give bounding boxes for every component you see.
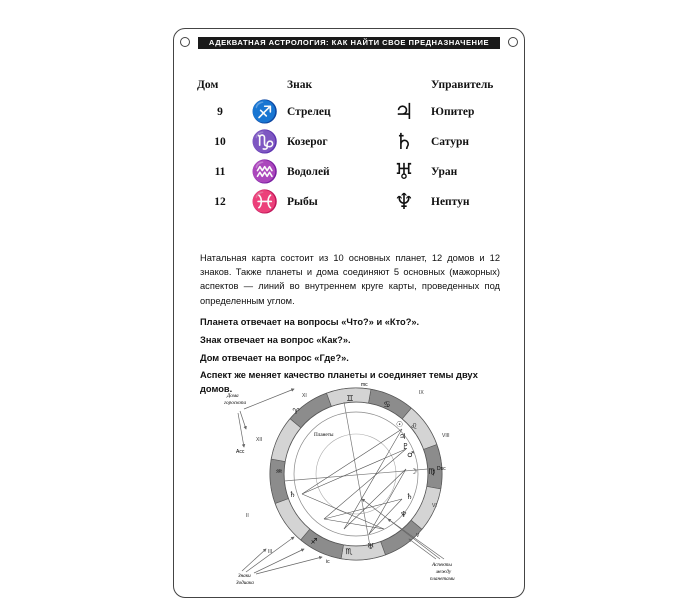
ruler-name: Уран xyxy=(431,166,458,178)
aspects-label-3: планетами xyxy=(430,576,455,582)
planets-label: Планеты xyxy=(314,432,334,438)
mc-label: mc xyxy=(361,382,368,388)
svg-text:♒: ♒ xyxy=(275,467,283,476)
asc-label: Асс xyxy=(236,449,245,455)
venus-icon: ♄ xyxy=(289,490,297,499)
pisces-icon: ♓ xyxy=(251,189,279,214)
svg-text:♊: ♊ xyxy=(346,394,354,403)
header-ruler: Управитель xyxy=(431,79,494,91)
svg-text:XII: XII xyxy=(256,437,263,443)
aspects-label-1: Аспекты xyxy=(432,562,452,568)
capricorn-icon: ♑ xyxy=(251,129,279,154)
saturn-icon: ♄ xyxy=(394,129,414,154)
house-number: 11 xyxy=(214,166,226,178)
uranus-icon: ♅ xyxy=(394,159,414,184)
signs-label-1: Знаки xyxy=(238,573,251,579)
svg-text:♏: ♏ xyxy=(345,547,353,556)
jupiter-icon: ♃ xyxy=(399,432,407,441)
houses-label-1: Дома xyxy=(227,393,239,399)
pluto-icon: ♇ xyxy=(402,442,410,451)
svg-text:♐: ♐ xyxy=(310,537,318,546)
aquarius-icon: ♒ xyxy=(251,159,279,184)
ruler-name: Юпитер xyxy=(431,106,475,118)
svg-text:VIII: VIII xyxy=(442,433,450,439)
ruler-name: Нептун xyxy=(431,196,470,208)
sagittarius-icon: ♐ xyxy=(251,99,279,124)
header-sign: Знак xyxy=(287,79,313,91)
sign-name: Рыбы xyxy=(287,196,318,208)
aspect-statement: Аспект же меняет качество планеты и соединяет темы двух домов. xyxy=(200,370,478,395)
ic-label: ic xyxy=(326,559,330,565)
svg-text:VI: VI xyxy=(432,503,437,509)
ruler-name: Сатурн xyxy=(431,136,470,148)
signs-label-2: Зодиака xyxy=(236,580,254,586)
planet-statement: Планета отвечает на вопросы «Что?» и «Кто?». xyxy=(200,317,420,327)
header-house: Дом xyxy=(197,79,219,91)
sign-statement: Знак отвечает на вопрос «Как?». xyxy=(200,335,351,345)
svg-text:♌: ♌ xyxy=(410,422,418,431)
sign-name: Козерог xyxy=(287,136,328,148)
mars-icon: ♂ xyxy=(407,450,415,459)
jupiter-icon: ♃ xyxy=(394,99,414,124)
book-page xyxy=(173,28,525,598)
sign-name: Водолей xyxy=(287,166,330,178)
sun-icon: ☉ xyxy=(396,420,404,429)
neptune-icon: ♆ xyxy=(400,510,408,519)
saturn-icon: ♄ xyxy=(406,492,414,501)
natal-chart-diagram xyxy=(174,29,526,599)
house-number: 12 xyxy=(214,196,226,208)
svg-text:♍: ♍ xyxy=(428,467,436,476)
svg-text:XI: XI xyxy=(302,393,307,399)
houses-label-2: гороскопа xyxy=(224,400,247,406)
uranus-icon: ♅ xyxy=(367,542,375,551)
dsc-label: Dsc xyxy=(437,466,446,472)
house-number: 9 xyxy=(217,106,223,118)
moon-icon: ☽ xyxy=(410,467,418,476)
house-statement: Дом отвечает на вопрос «Где?». xyxy=(200,353,349,363)
aspects-label-2: между xyxy=(436,569,452,575)
house-number: 10 xyxy=(214,136,226,148)
svg-text:II: II xyxy=(246,513,249,519)
svg-text:♈: ♈ xyxy=(292,407,300,416)
sign-name: Стрелец xyxy=(287,106,331,118)
svg-text:IX: IX xyxy=(419,390,424,396)
svg-text:♋: ♋ xyxy=(383,400,391,409)
neptune-icon: ♆ xyxy=(394,189,414,214)
page-header: АДЕКВАТНАЯ АСТРОЛОГИЯ: КАК НАЙТИ СВОЕ ПРЕДНАЗНАЧЕНИЕ xyxy=(198,37,500,49)
svg-text:III: III xyxy=(268,549,273,555)
svg-text:V: V xyxy=(416,533,420,539)
intro-paragraph: Натальная карта состоит из 10 основных планет, 12 домов и 12 знаков. Также планеты и дома соединяют 5 основных (мажорных) аспектов — линий во внутреннем круге карты, проведенных под определенным углом. xyxy=(200,253,500,306)
